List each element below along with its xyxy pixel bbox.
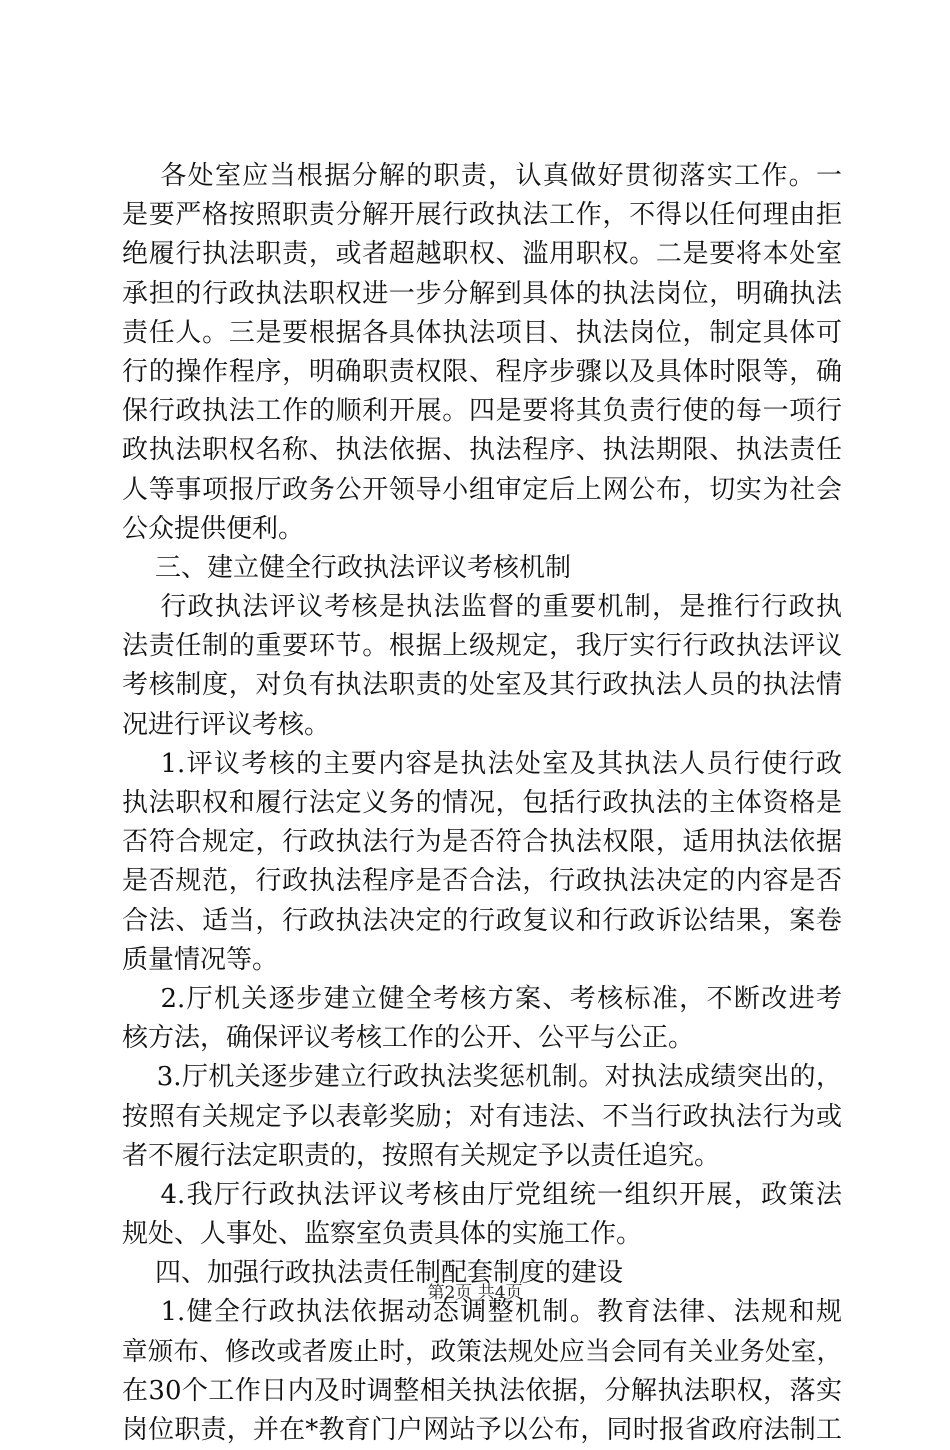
text-line: 行的操作程序，明确职责权限、程序步骤以及具体时限等，确	[122, 356, 842, 387]
text-line: 规处、人事处、监察室负责具体的实施工作。	[122, 1219, 643, 1250]
text-line: 保行政执法工作的顺利开展。四是要将其负责行使的每一项行	[122, 396, 842, 427]
text-line: 核方法，确保评议考核工作的公开、公平与公正。	[122, 1023, 695, 1054]
text-line: 合法、适当，行政执法决定的行政复议和行政诉讼结果，案卷	[122, 905, 842, 936]
document-body	[122, 157, 842, 1450]
text-line: 岗位职责，并在*教育门户网站予以公布，同时报省政府法制工	[122, 1415, 842, 1445]
text-line: 在30个工作日内及时调整相关执法依据，分解执法职权，落实	[122, 1375, 842, 1406]
text-line: 法责任制的重要环节。根据上级规定，我厅实行行政执法评议	[122, 631, 842, 662]
text-line: 公众提供便利。	[122, 513, 305, 544]
text-line: 行政执法评议考核是执法监督的重要机制，是推行行政执	[122, 592, 842, 623]
text-line: 考核制度，对负有执法职责的处室及其行政执法人员的执法情	[122, 670, 842, 701]
text-line: 绝履行执法职责，或者超越职权、滥用职权。二是要将本处室	[122, 239, 842, 270]
text-line: 承担的行政执法职权进一步分解到具体的执法岗位，明确执法	[122, 278, 842, 309]
text-line: 人等事项报厅政务公开领导小组审定后上网公布，切实为社会	[122, 474, 842, 505]
text-line: 1.健全行政执法依据动态调整机制。教育法律、法规和规	[122, 1297, 842, 1328]
text-line: 是要严格按照职责分解开展行政执法工作，不得以任何理由拒	[122, 200, 842, 231]
text-line: 者不履行法定职责的，按照有关规定予以责任追究。	[122, 1140, 721, 1171]
text-line: 章颁布、修改或者废止时，政策法规处应当会同有关业务处室，	[122, 1336, 842, 1367]
text-line: 况进行评议考核。	[122, 709, 331, 740]
text-line: 1.评议考核的主要内容是执法处室及其执法人员行使行政	[122, 748, 842, 779]
text-line: 否符合规定，行政执法行为是否符合执法权限，适用执法依据	[122, 827, 842, 858]
text-line: 是否规范，行政执法程序是否合法，行政执法决定的内容是否	[122, 866, 842, 897]
text-line: 执法职权和履行法定义务的情况，包括行政执法的主体资格是	[122, 788, 842, 818]
text-line: 四、加强行政执法责任制配套制度的建设	[122, 1258, 624, 1289]
text-line: 按照有关规定予以表彰奖励；对有违法、不当行政执法行为或	[122, 1101, 842, 1132]
text-line: 2.厅机关逐步建立健全考核方案、考核标准，不断改进考	[122, 983, 842, 1014]
text-line: 三、建立健全行政执法评议考核机制	[122, 552, 572, 583]
text-line: 政执法职权名称、执法依据、执法程序、执法期限、执法责任	[122, 435, 842, 466]
page-footer: 第2页 共4页	[427, 1283, 523, 1303]
text-line: 3.厅机关逐步建立行政执法奖惩机制。对执法成绩突出的，	[122, 1062, 842, 1093]
text-line: 4.我厅行政执法评议考核由厅党组统一组织开展，政策法	[122, 1179, 842, 1210]
text-line: 各处室应当根据分解的职责，认真做好贯彻落实工作。一	[122, 161, 842, 191]
text-line: 责任人。三是要根据各具体执法项目、执法岗位，制定具体可	[122, 317, 842, 348]
text-line: 质量情况等。	[122, 944, 279, 975]
